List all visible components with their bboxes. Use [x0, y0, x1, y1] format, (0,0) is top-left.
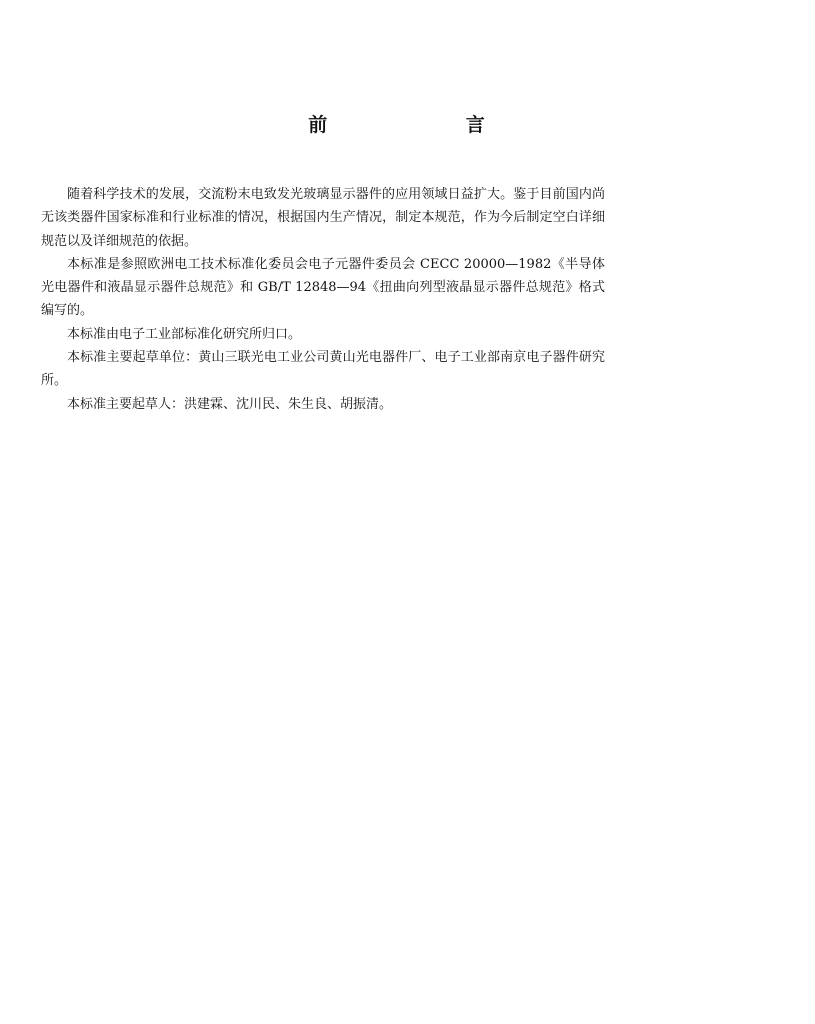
paragraph-drafting-units: 本标准主要起草单位：黄山三联光电工业公司黄山光电器件厂、电子工业部南京电子器件研究所。	[41, 350, 605, 389]
page-title: 前 言	[308, 114, 551, 136]
paragraph-background: 随着科学技术的发展，交流粉末电致发光玻璃显示器件的应用领域日益扩大。鉴于目前国内尚无该类器件国家标准和行业标准的情况，根据国内生产情况，制定本规范，作为今后制定空白详细规范以及详细规范的依据。	[41, 187, 605, 249]
paragraph-reference-standards: 本标准是参照欧洲电工技术标准化委员会电子元器件委员会 CECC 20000—1982《半导体光电器件和液晶显示器件总规范》和 GB/T 12848—94《扭曲向列型液晶显示器件总规范》格式编写的。	[41, 256, 605, 319]
paragraph-responsible-institute: 本标准由电子工业部标准化研究所归口。	[67, 326, 302, 342]
foreword-body	[41, 183, 605, 416]
paragraph-drafters: 本标准主要起草人：洪建霖、沈川民、朱生良、胡振清。	[67, 396, 393, 412]
